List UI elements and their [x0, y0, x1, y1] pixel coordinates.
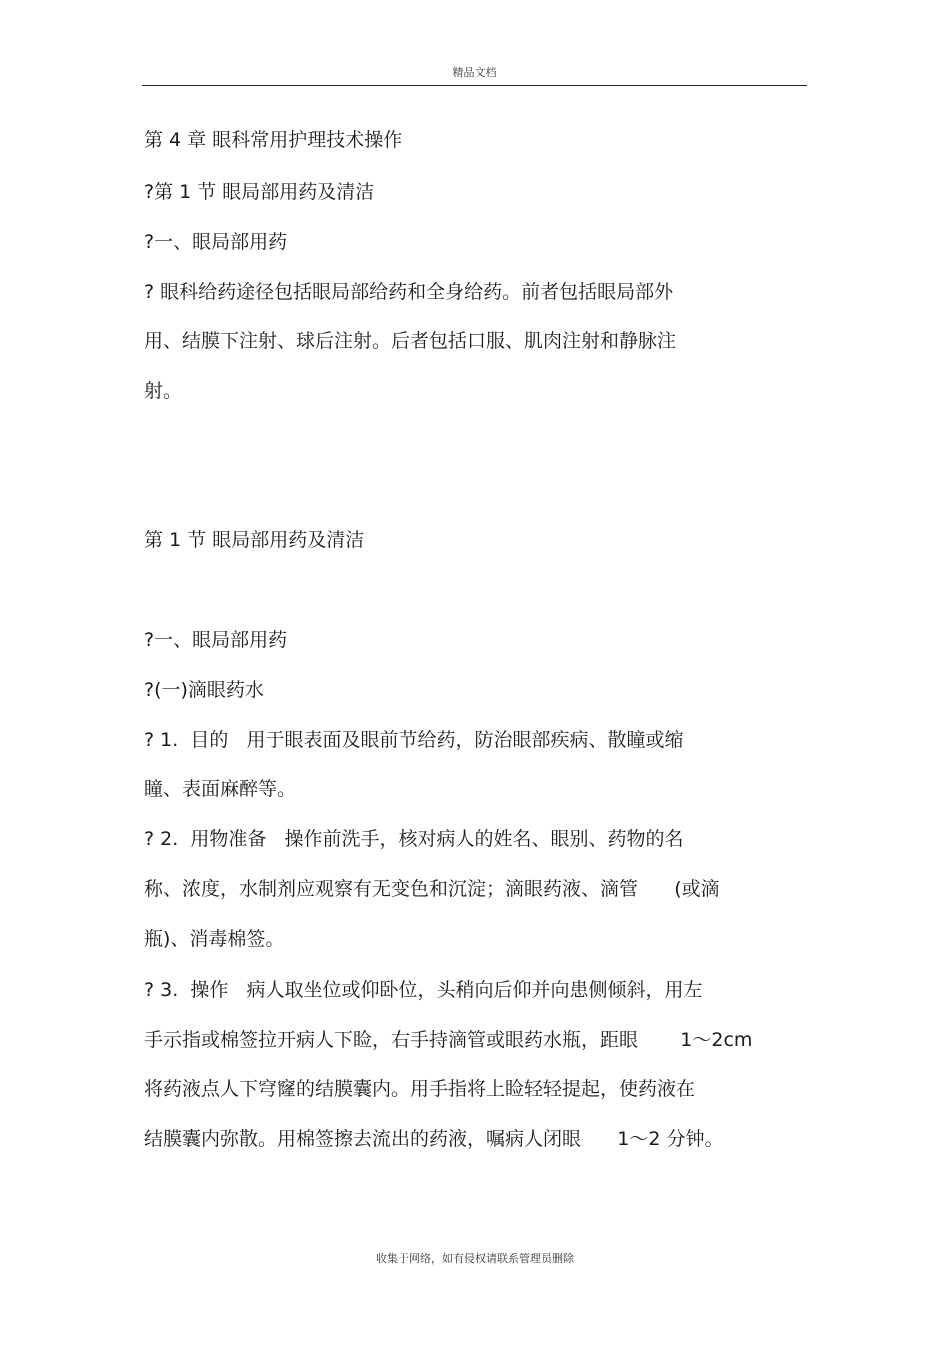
paragraph-line: ? 2. 用物准备 操作前洗手，核对病人的姓名、眼别、药物的名 [144, 828, 684, 850]
paragraph-line: ? 3. 操作 病人取坐位或仰卧位，头稍向后仰并向患侧倾斜，用左 [144, 979, 703, 1001]
paragraph-line: 瓶)、消毒棉签。 [144, 928, 285, 950]
page-footer: 收集于网络，如有侵权请联系管理员删除 [376, 1252, 574, 1265]
subsection-heading: ?一、眼局部用药 [144, 629, 288, 651]
item-heading: ?(一)滴眼药水 [144, 679, 264, 701]
header-divider [142, 85, 807, 86]
section-heading: 第 1 节 眼局部用药及清洁 [144, 529, 365, 551]
page-header: 精品文档 [452, 66, 497, 79]
section-heading: ?第 1 节 眼局部用药及清洁 [144, 181, 375, 203]
chapter-title: 第 4 章 眼科常用护理技术操作 [144, 129, 403, 151]
subsection-heading: ?一、眼局部用药 [144, 231, 288, 253]
paragraph-line: 用、结膜下注射、球后注射。后者包括口服、肌肉注射和静脉注 [144, 330, 677, 352]
paragraph-line: 称、浓度，水制剂应观察有无变色和沉淀；滴眼药液、滴管 (或滴 [144, 878, 720, 900]
paragraph-line: 瞳、表面麻醉等。 [144, 778, 297, 800]
paragraph-line: 射。 [144, 380, 183, 402]
paragraph-line: 手示指或棉签拉开病人下睑，右手持滴管或眼药水瓶，距眼 1～2cm [144, 1029, 753, 1051]
paragraph-line: ? 眼科给药途径包括眼局部给药和全身给药。前者包括眼局部外 [144, 281, 674, 303]
paragraph-line: 将药液点人下穹窿的结膜囊内。用手指将上睑轻轻提起，使药液在 [144, 1078, 696, 1100]
paragraph-line: ? 1. 目的 用于眼表面及眼前节给药，防治眼部疾病、散瞳或缩 [144, 729, 684, 751]
paragraph-line: 结膜囊内弥散。用棉签擦去流出的药液，嘱病人闭眼 1～2 分钟。 [144, 1128, 724, 1150]
